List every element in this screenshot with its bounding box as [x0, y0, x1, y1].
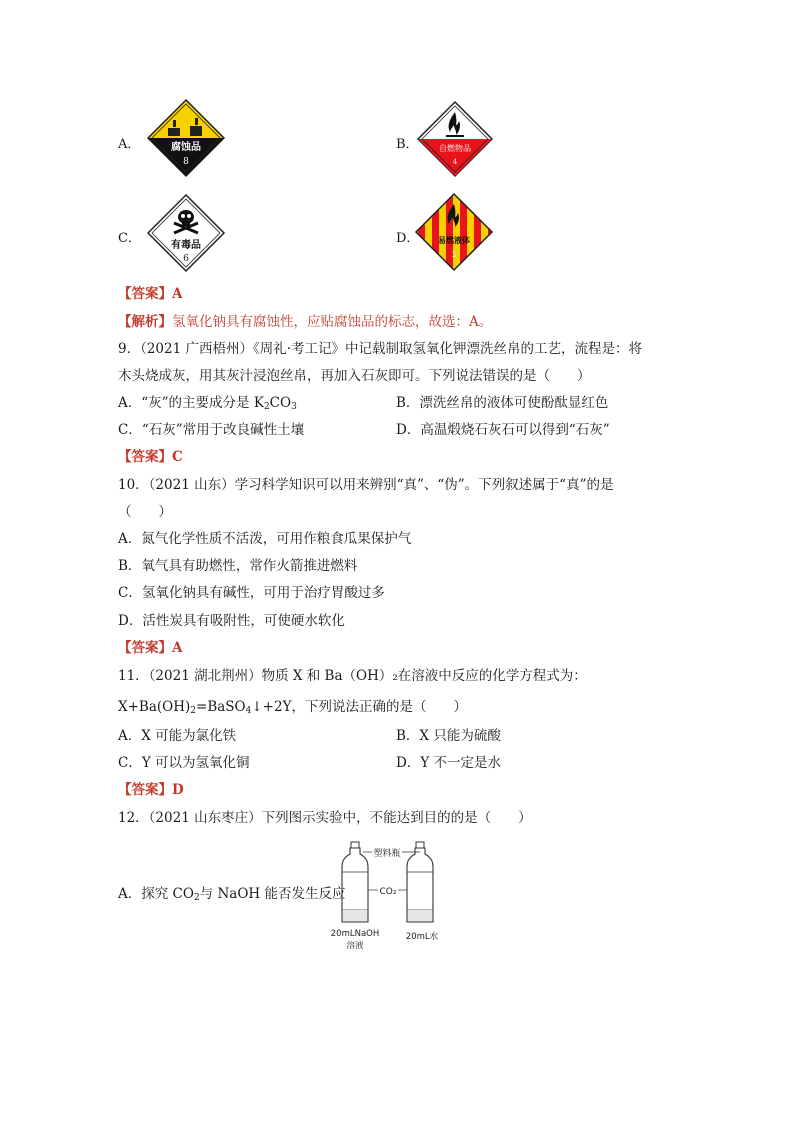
corrosive-sign-num: 8 — [183, 157, 189, 167]
q8-answer: 【答案】A — [118, 286, 183, 302]
q10-stem-line1: 10．（2021 山东）学习科学知识可以用来辨别“真”、“伪”。下列叙述属于“真”的是 — [118, 477, 614, 493]
corrosive-sign-text: 腐蚀品 — [171, 142, 201, 153]
co2-naoh-experiment-figure — [322, 838, 452, 958]
q8-analysis: 【解析】氢氧化钠具有腐蚀性，应贴腐蚀品的标志，故选：A。 — [118, 314, 493, 330]
q11-option-c: C．Y 可以为氢氧化铜 — [118, 755, 250, 771]
q9-option-b: B．漂洗丝帛的液体可使酚酞显红色 — [396, 395, 609, 411]
flammable-sign-text: 易燃液体 — [438, 235, 470, 245]
bottle-right — [407, 842, 433, 922]
q11-option-b: B．X 只能为硫酸 — [396, 728, 501, 744]
q9-option-d: D．高温煅烧石灰石可以得到“石灰” — [396, 422, 610, 438]
option-c-letter: C． — [118, 231, 141, 246]
q10-option-b: B．氧气具有助燃性，常作火箭推进燃料 — [118, 558, 358, 574]
q10-option-c: C．氢氧化钠具有碱性，可用于治疗胃酸过多 — [118, 585, 385, 601]
q9-option-c: C．“石灰”常用于改良碱性土壤 — [118, 422, 305, 438]
q9-stem-line1: 9．（2021 广西梧州）《周礼·考工记》中记载制取氢氧化钾漂洗丝帛的工艺，流程是：将 — [118, 341, 643, 357]
option-a-letter: A． — [118, 137, 141, 152]
label-co2: CO₂ — [379, 887, 397, 897]
q11-stem-line1: 11．（2021 湖北荆州）物质 X 和 Ba（OH）₂在溶液中反应的化学方程式为： — [118, 668, 587, 684]
q10-option-a: A．氮气化学性质不活泼，可用作粮食瓜果保护气 — [118, 531, 412, 547]
spontaneous-combustion-sign-icon — [416, 100, 494, 178]
q12-option-a: A．探究 $CO_2$与 NaOH 能否发生反应 — [118, 886, 346, 903]
toxic-sign-text: 有毒品 — [171, 240, 201, 251]
label-left-solution: 20mLNaOH — [330, 929, 380, 939]
q11-option-d: D．Y 不一定是水 — [396, 755, 502, 771]
label-right-water: 20mL水 — [405, 932, 439, 942]
label-plastic-bottle: 塑料瓶 — [373, 849, 401, 859]
q10-answer: 【答案】A — [118, 640, 183, 656]
q11-equation: $X+Ba(OH)_2=BaSO_4↓+2Y$，下列说法正确的是（ ） — [118, 699, 467, 716]
spontaneous-sign-num: 4 — [452, 158, 458, 166]
q12-stem: 12．（2021 山东枣庄）下列图示实验中，不能达到目的的是（ ） — [118, 810, 532, 826]
flammable-liquid-sign-icon — [414, 192, 494, 272]
q10-option-d: D．活性炭具有吸附性，可使硬水软化 — [118, 613, 345, 629]
option-b-letter: B． — [396, 137, 419, 152]
bottle-left — [342, 842, 368, 922]
q11-option-a: A．X 可能为氯化铁 — [118, 728, 237, 744]
toxic-sign-num: 6 — [183, 254, 189, 264]
q9-answer: 【答案】C — [118, 449, 183, 465]
q9-stem-line2: 木头烧成灰，用其灰汁浸泡丝帛，再加入石灰即可。下列说法错误的是（ ） — [118, 368, 591, 384]
corrosive-sign-icon — [146, 98, 226, 178]
toxic-sign-icon — [146, 193, 226, 273]
q11-answer: 【答案】D — [118, 782, 184, 798]
spontaneous-sign-text: 自燃物品 — [439, 144, 471, 153]
option-d-letter: D． — [396, 231, 420, 246]
q9-option-a: A．“灰”的主要成分是 $K_2CO_3$ — [118, 395, 297, 412]
q10-stem-line2: （ ） — [118, 504, 172, 520]
label-left-solution-2: 溶液 — [346, 941, 364, 951]
flammable-sign-num: 3 — [451, 251, 457, 259]
